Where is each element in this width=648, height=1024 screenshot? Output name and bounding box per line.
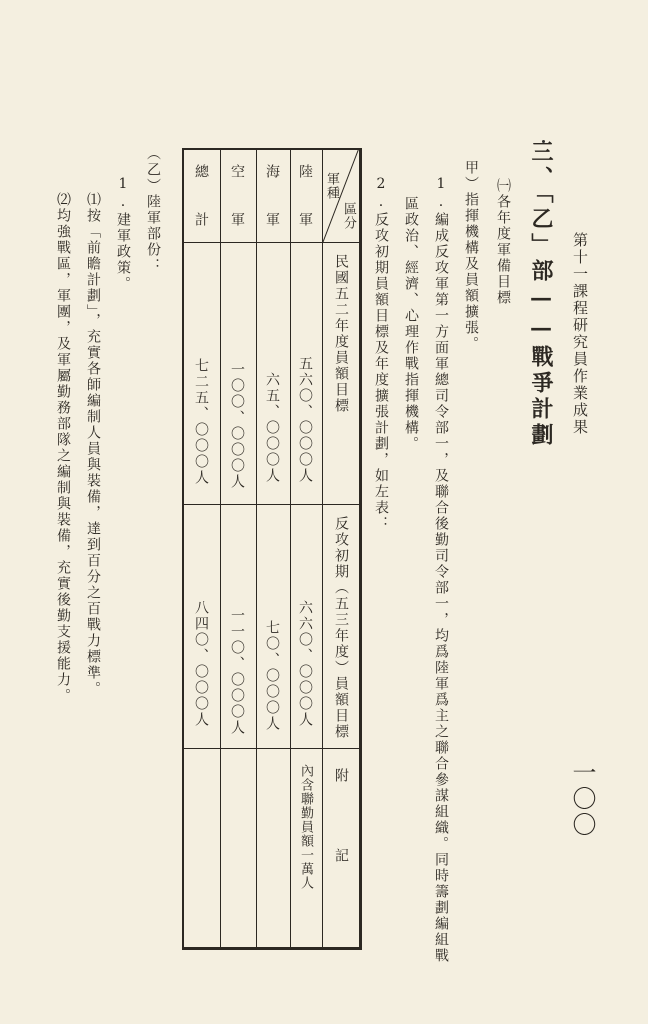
section-army: （乙）陸軍部份： <box>145 146 161 274</box>
row-name-army: 陸 軍 <box>297 164 313 228</box>
row-name-air-force: 空 軍 <box>229 164 245 228</box>
col-header-remarks: 附 記 <box>333 768 349 864</box>
table-separator <box>220 148 221 950</box>
paragraph-line-1-continued: 區政治、經濟、心理作戰指揮機構。 <box>403 196 419 452</box>
policy-item-2: ⑵均強戰區，軍團，及軍屬勤務部隊之編制與裝備，充實後勤支援能力。 <box>55 192 71 704</box>
item-command-expansion: 甲）指揮機構及員額擴張。 <box>463 160 479 352</box>
corner-label-bottom: 軍種 <box>324 172 339 200</box>
total-1963-target: 七二五、〇〇〇人 <box>193 358 209 486</box>
row-name-navy: 海 軍 <box>264 164 280 228</box>
table-separator <box>290 148 291 950</box>
row-name-total: 總 計 <box>193 164 209 228</box>
table-border-left <box>182 148 184 950</box>
navy-initial-target: 七〇、〇〇〇人 <box>264 620 280 732</box>
table-rule <box>182 504 362 505</box>
item-force-building-policy: 1.建軍政策。 <box>115 176 131 292</box>
army-initial-target: 六六〇、〇〇〇人 <box>297 600 313 728</box>
total-initial-target: 八四〇、〇〇〇人 <box>193 600 209 728</box>
army-remark: 內含聯勤員額一萬人 <box>298 764 313 890</box>
page-number: 一〇〇 <box>568 760 596 838</box>
table-rule <box>182 242 362 243</box>
table-border-bottom <box>182 947 362 950</box>
paragraph-line-2: 2.反攻初期員額目標及年度擴張計劃，如左表： <box>373 176 389 532</box>
table-separator <box>322 148 323 950</box>
air-force-initial-target: 一一〇、〇〇〇人 <box>229 608 245 736</box>
army-1963-target: 五六〇、〇〇〇人 <box>297 356 313 484</box>
col-header-initial-target: 反攻初期（五三年度）員額目標 <box>333 516 349 740</box>
col-header-1963-target: 民國五二年度員額目標 <box>333 254 349 414</box>
part-heading: 三、「乙」部——戰爭計劃 <box>528 140 554 449</box>
paragraph-line-1: 1.編成反攻軍第一方面軍總司令部一，及聯合後勤司令部一，均爲陸軍爲主之聯合參謀組織。同時籌劃編組戰 <box>433 176 449 964</box>
personnel-table <box>182 148 362 950</box>
item-annual-targets: ㈠各年度軍備目標 <box>495 178 511 306</box>
air-force-1963-target: 一〇〇、〇〇〇人 <box>229 362 245 490</box>
table-rule <box>182 748 362 749</box>
running-title: 第十一課程研究員作業成果 <box>571 232 589 436</box>
table-border-right <box>359 148 362 950</box>
policy-item-1: ⑴按「前瞻計劃」，充實各師編制人員與裝備，達到百分之百戰力標準。 <box>85 192 101 697</box>
corner-label-top: 區分 <box>341 202 356 230</box>
table-separator <box>256 148 257 950</box>
navy-1963-target: 六五、〇〇〇人 <box>264 372 280 484</box>
